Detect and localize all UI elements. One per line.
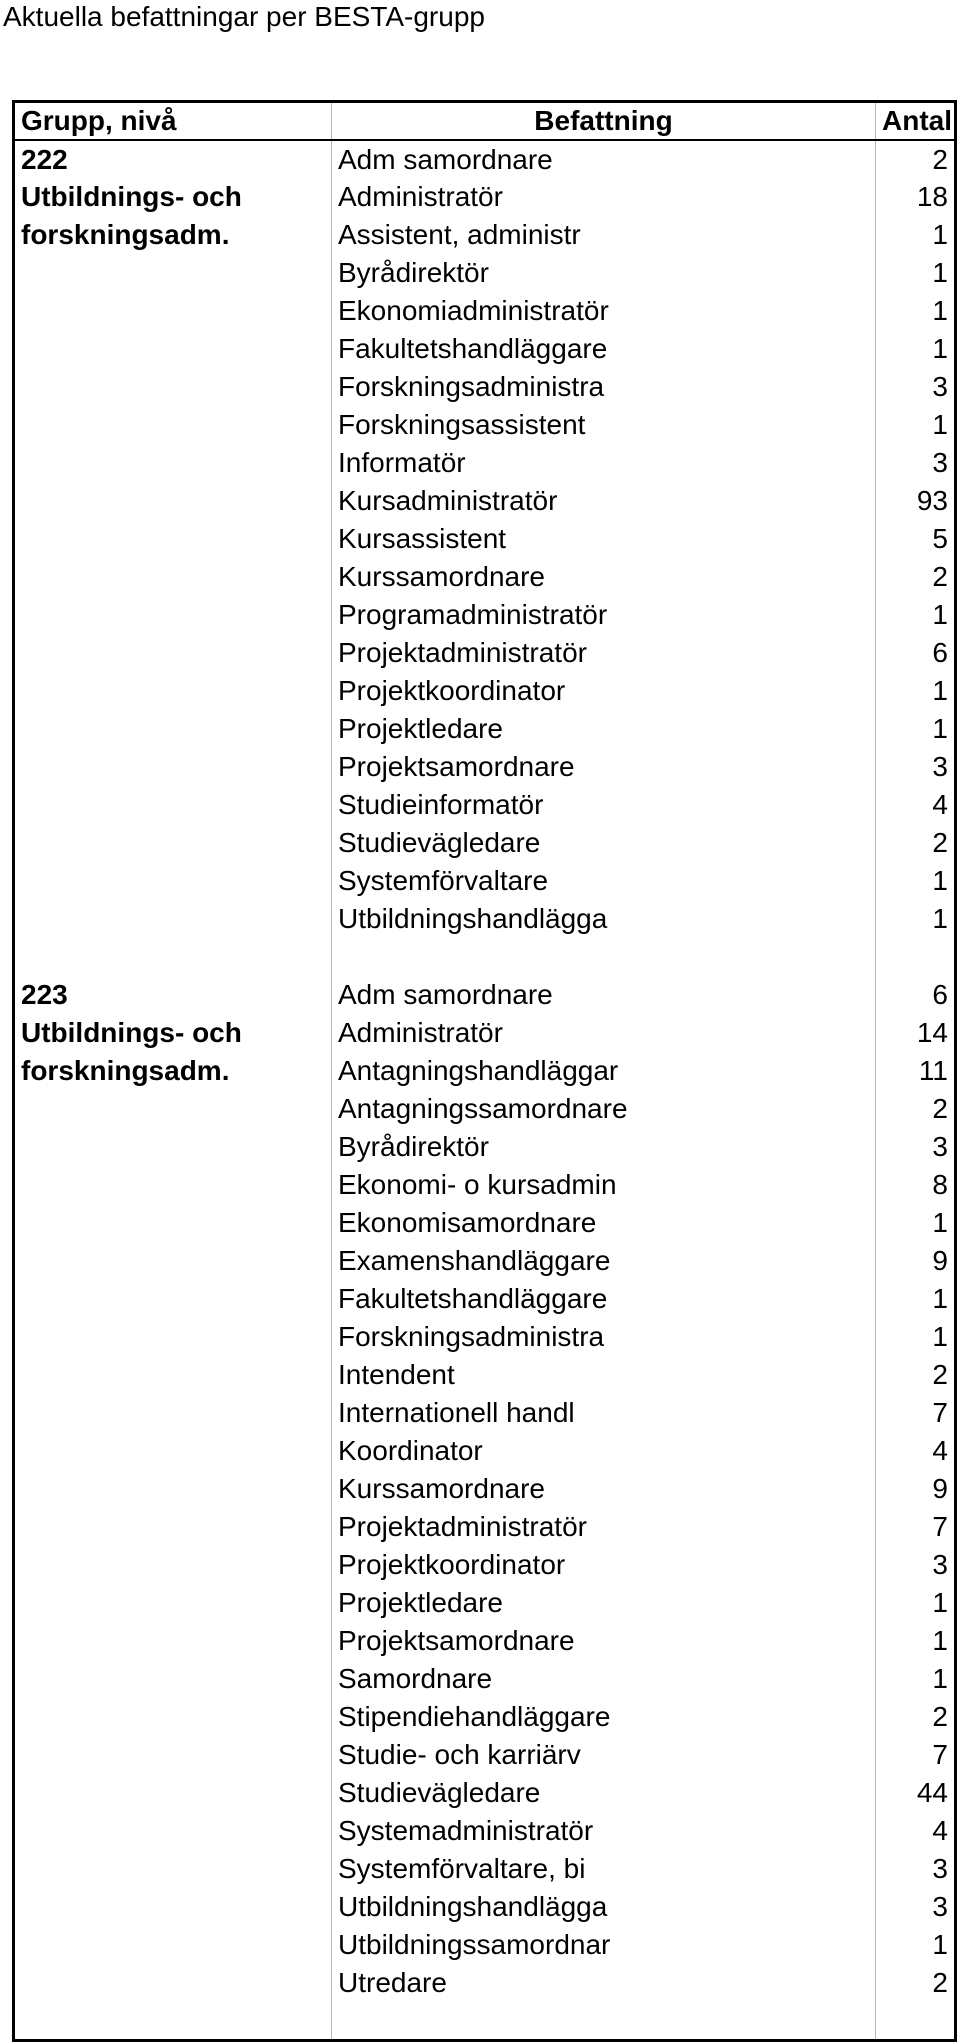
group-cell [14, 900, 332, 938]
position-title: Kurssamordnare [332, 558, 876, 596]
position-count: 8 [876, 1166, 956, 1204]
position-title: Ekonomisamordnare [332, 1204, 876, 1242]
position-count: 1 [876, 292, 956, 330]
position-title: Kursassistent [332, 520, 876, 558]
position-count: 4 [876, 1432, 956, 1470]
position-count: 11 [876, 1052, 956, 1090]
group-cell [14, 1546, 332, 1584]
position-title: Utbildningshandlägga [332, 900, 876, 938]
table-row [14, 1812, 956, 1850]
table-row [14, 254, 956, 292]
table-row [14, 1432, 956, 1470]
group-cell [14, 1356, 332, 1394]
position-title: Forskningsadministra [332, 368, 876, 406]
position-title: Fakultetshandläggare [332, 330, 876, 368]
group-cell [14, 786, 332, 824]
group-cell: Utbildnings- och [14, 1014, 332, 1052]
position-count: 5 [876, 520, 956, 558]
group-cell [14, 824, 332, 862]
group-cell [14, 444, 332, 482]
group-cell [14, 1280, 332, 1318]
position-count: 4 [876, 1812, 956, 1850]
group-cell [14, 1888, 332, 1926]
position-count: 1 [876, 672, 956, 710]
position-count: 1 [876, 1204, 956, 1242]
table-row [14, 1888, 956, 1926]
position-title: Studievägledare [332, 824, 876, 862]
position-count: 1 [876, 1318, 956, 1356]
position-count: 9 [876, 1470, 956, 1508]
position-title: Projektsamordnare [332, 748, 876, 786]
position-count: 6 [876, 634, 956, 672]
table-row [14, 1774, 956, 1812]
position-count: 1 [876, 596, 956, 634]
group-cell [14, 1166, 332, 1204]
position-title: Projektadministratör [332, 1508, 876, 1546]
header-title: Befattning [332, 102, 876, 141]
position-count: 18 [876, 178, 956, 216]
position-title: Studie- och karriärv [332, 1736, 876, 1774]
position-count: 1 [876, 254, 956, 292]
group-cell [14, 1584, 332, 1622]
table-row [14, 786, 956, 824]
empty-cell [14, 2002, 332, 2040]
position-count: 3 [876, 1128, 956, 1166]
table-row [14, 1508, 956, 1546]
position-count: 7 [876, 1394, 956, 1432]
group-cell [14, 1736, 332, 1774]
position-title: Internationell handl [332, 1394, 876, 1432]
position-count: 1 [876, 710, 956, 748]
position-count: 1 [876, 1660, 956, 1698]
table-row [14, 140, 956, 178]
empty-cell [14, 938, 332, 976]
position-title: Koordinator [332, 1432, 876, 1470]
table-row [14, 710, 956, 748]
table-row [14, 596, 956, 634]
group-cell: Utbildnings- och [14, 178, 332, 216]
position-title: Antagningssamordnare [332, 1090, 876, 1128]
table-row [14, 1242, 956, 1280]
table-row [14, 824, 956, 862]
table-row [14, 634, 956, 672]
position-title: Kurssamordnare [332, 1470, 876, 1508]
group-cell [14, 1698, 332, 1736]
group-cell [14, 520, 332, 558]
position-title: Projektledare [332, 1584, 876, 1622]
table-row [14, 292, 956, 330]
table-row [14, 1356, 956, 1394]
table-header-row [14, 102, 956, 141]
position-title: Studieinformatör [332, 786, 876, 824]
position-title: Projektkoordinator [332, 1546, 876, 1584]
position-count: 3 [876, 748, 956, 786]
group-cell [14, 330, 332, 368]
position-count: 6 [876, 976, 956, 1014]
group-cell [14, 862, 332, 900]
group-cell [14, 406, 332, 444]
group-cell [14, 1850, 332, 1888]
empty-row [14, 938, 956, 976]
position-title: Intendent [332, 1356, 876, 1394]
position-title: Byrådirektör [332, 254, 876, 292]
group-cell [14, 1470, 332, 1508]
position-count: 1 [876, 1280, 956, 1318]
group-cell [14, 482, 332, 520]
table-row [14, 558, 956, 596]
position-count: 1 [876, 1926, 956, 1964]
position-count: 2 [876, 1090, 956, 1128]
empty-cell [332, 2002, 876, 2040]
position-title: Projektledare [332, 710, 876, 748]
position-title: Programadministratör [332, 596, 876, 634]
table-row [14, 482, 956, 520]
position-title: Assistent, administr [332, 216, 876, 254]
table-row [14, 1204, 956, 1242]
position-count: 2 [876, 558, 956, 596]
header-count: Antal [876, 102, 956, 141]
position-count: 7 [876, 1736, 956, 1774]
position-title: Forskningsadministra [332, 1318, 876, 1356]
group-cell: forskningsadm. [14, 1052, 332, 1090]
group-cell [14, 1964, 332, 2002]
position-title: Systemförvaltare, bi [332, 1850, 876, 1888]
group-cell [14, 292, 332, 330]
position-count: 3 [876, 368, 956, 406]
group-cell: 223 [14, 976, 332, 1014]
table-row [14, 900, 956, 938]
group-cell [14, 1660, 332, 1698]
position-count: 9 [876, 1242, 956, 1280]
table-row [14, 216, 956, 254]
position-title: Studievägledare [332, 1774, 876, 1812]
group-cell [14, 368, 332, 406]
table-row [14, 1090, 956, 1128]
position-count: 1 [876, 862, 956, 900]
empty-cell [876, 938, 956, 976]
table-row [14, 1546, 956, 1584]
position-count: 44 [876, 1774, 956, 1812]
empty-cell [876, 2002, 956, 2040]
position-count: 2 [876, 1698, 956, 1736]
group-cell [14, 1622, 332, 1660]
group-cell [14, 1318, 332, 1356]
table-row [14, 1850, 956, 1888]
table-row [14, 406, 956, 444]
group-cell: 222 [14, 140, 332, 178]
position-count: 1 [876, 1622, 956, 1660]
table-row [14, 672, 956, 710]
position-title: Fakultetshandläggare [332, 1280, 876, 1318]
position-count: 2 [876, 1964, 956, 2002]
position-title: Examenshandläggare [332, 1242, 876, 1280]
group-cell [14, 1774, 332, 1812]
position-count: 1 [876, 406, 956, 444]
position-title: Projektsamordnare [332, 1622, 876, 1660]
position-title: Systemförvaltare [332, 862, 876, 900]
position-title: Utredare [332, 1964, 876, 2002]
position-title: Adm samordnare [332, 976, 876, 1014]
position-title: Byrådirektör [332, 1128, 876, 1166]
table-row [14, 1394, 956, 1432]
table-row [14, 368, 956, 406]
table-row [14, 1736, 956, 1774]
table-row [14, 1964, 956, 2002]
table-row [14, 1128, 956, 1166]
page-title: Aktuella befattningar per BESTA-grupp [3, 1, 485, 32]
table-row [14, 520, 956, 558]
position-title: Systemadministratör [332, 1812, 876, 1850]
group-cell [14, 634, 332, 672]
position-title: Kursadministratör [332, 482, 876, 520]
positions-table [12, 100, 957, 2042]
group-cell [14, 254, 332, 292]
position-title: Projektkoordinator [332, 672, 876, 710]
group-cell [14, 1432, 332, 1470]
group-cell: forskningsadm. [14, 216, 332, 254]
table-row [14, 862, 956, 900]
position-count: 1 [876, 216, 956, 254]
empty-row [14, 2002, 956, 2040]
position-count: 3 [876, 444, 956, 482]
group-cell [14, 710, 332, 748]
table-row [14, 330, 956, 368]
group-cell [14, 596, 332, 634]
group-cell [14, 672, 332, 710]
position-title: Ekonomi- o kursadmin [332, 1166, 876, 1204]
table-row [14, 1622, 956, 1660]
position-count: 3 [876, 1850, 956, 1888]
header-group: Grupp, nivå [14, 102, 332, 141]
table-row [14, 1698, 956, 1736]
table-row [14, 1660, 956, 1698]
position-count: 3 [876, 1546, 956, 1584]
group-cell [14, 1090, 332, 1128]
position-count: 2 [876, 824, 956, 862]
group-cell [14, 1204, 332, 1242]
position-title: Projektadministratör [332, 634, 876, 672]
empty-cell [332, 938, 876, 976]
group-cell [14, 1508, 332, 1546]
position-count: 3 [876, 1888, 956, 1926]
position-title: Antagningshandläggar [332, 1052, 876, 1090]
position-count: 7 [876, 1508, 956, 1546]
table-row [14, 1014, 956, 1052]
table-row [14, 444, 956, 482]
table-row [14, 1584, 956, 1622]
position-title: Ekonomiadministratör [332, 292, 876, 330]
position-title: Administratör [332, 1014, 876, 1052]
table-row [14, 1470, 956, 1508]
table-row [14, 1926, 956, 1964]
position-count: 2 [876, 1356, 956, 1394]
position-title: Forskningsassistent [332, 406, 876, 444]
position-count: 1 [876, 900, 956, 938]
position-count: 14 [876, 1014, 956, 1052]
position-title: Stipendiehandläggare [332, 1698, 876, 1736]
position-count: 4 [876, 786, 956, 824]
table-row [14, 1280, 956, 1318]
group-cell [14, 748, 332, 786]
table-row [14, 1166, 956, 1204]
position-count: 1 [876, 330, 956, 368]
group-cell [14, 1242, 332, 1280]
table-row [14, 1052, 956, 1090]
position-count: 1 [876, 1584, 956, 1622]
table-row [14, 178, 956, 216]
position-title: Informatör [332, 444, 876, 482]
position-title: Utbildningshandlägga [332, 1888, 876, 1926]
table-row [14, 976, 956, 1014]
group-cell [14, 1394, 332, 1432]
position-title: Administratör [332, 178, 876, 216]
group-cell [14, 558, 332, 596]
group-cell [14, 1128, 332, 1166]
table-row [14, 748, 956, 786]
position-count: 93 [876, 482, 956, 520]
position-title: Utbildningssamordnar [332, 1926, 876, 1964]
position-title: Adm samordnare [332, 140, 876, 178]
position-title: Samordnare [332, 1660, 876, 1698]
group-cell [14, 1926, 332, 1964]
position-count: 2 [876, 140, 956, 178]
group-cell [14, 1812, 332, 1850]
table-row [14, 1318, 956, 1356]
